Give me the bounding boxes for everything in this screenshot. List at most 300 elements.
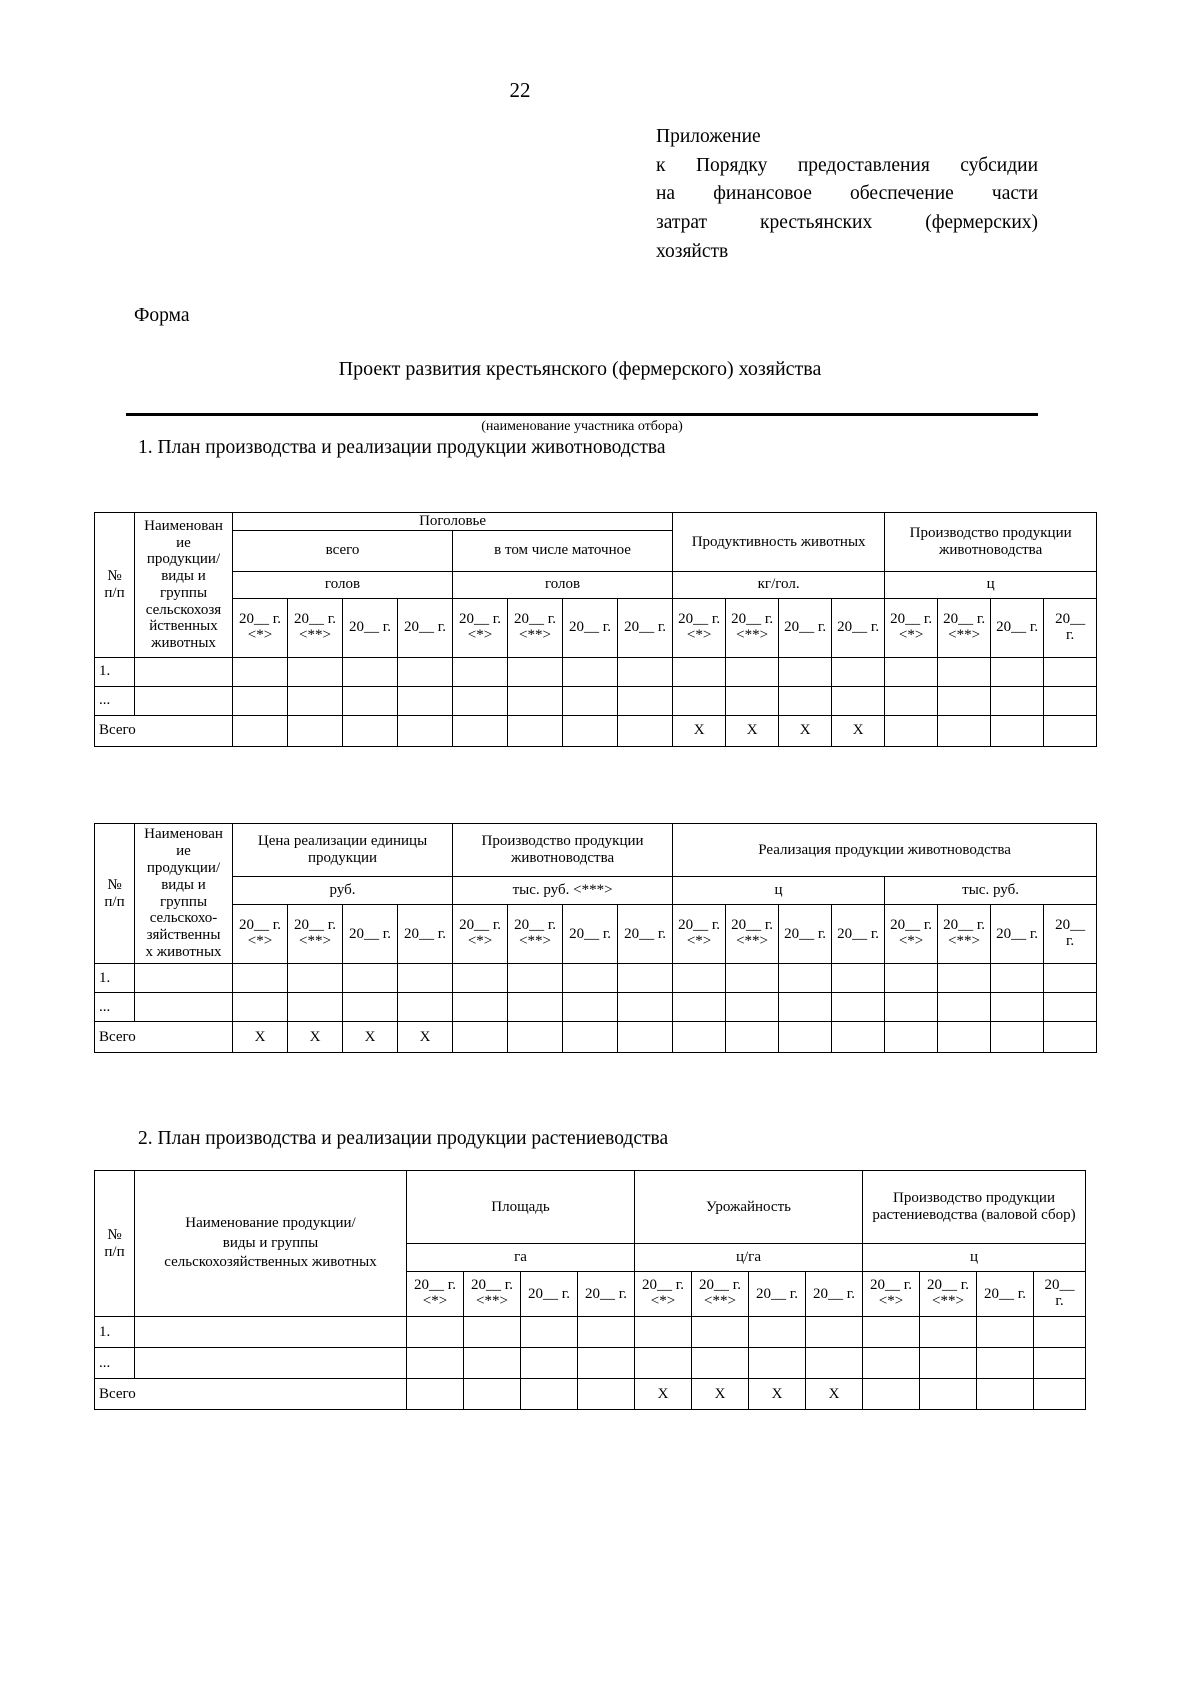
year-label: 20__ г. (996, 925, 1039, 942)
year-label: 20__ г. (756, 1285, 798, 1302)
cell[interactable] (288, 993, 343, 1022)
cell[interactable] (407, 1348, 464, 1379)
year-label: 20__ г. (528, 1285, 570, 1302)
cell[interactable] (885, 964, 938, 993)
year-col-13 (885, 598, 938, 657)
unit-header-kg-per-head: кг/гол. (673, 571, 885, 598)
year-col-15 (991, 905, 1044, 964)
table-header-row (95, 513, 1097, 531)
cell[interactable] (618, 686, 673, 715)
row-no: ... (95, 1348, 135, 1379)
name-line-8: животных (151, 635, 216, 652)
total-label: Всего (95, 1379, 407, 1410)
table-total-row (95, 1022, 1097, 1053)
year-label: 20__ г. (414, 1276, 456, 1293)
cell[interactable] (288, 686, 343, 715)
group-header-production: Производство продукции животноводства (885, 513, 1097, 572)
table-header-row (95, 1171, 1086, 1244)
year-col-15 (991, 598, 1044, 657)
year-label: 20__ г. (678, 610, 721, 627)
x-mark: X (806, 1379, 863, 1410)
col-header-product-name (135, 824, 233, 964)
cell[interactable] (618, 657, 673, 686)
year-label: 20__ г. (349, 619, 391, 636)
total-label: Всего (95, 715, 233, 746)
group-header-livestock: Поголовье (233, 513, 673, 531)
no-line-1: № (107, 1226, 122, 1243)
year-col-11 (779, 905, 832, 964)
x-mark: X (832, 715, 885, 746)
cell[interactable] (991, 657, 1044, 686)
year-col-5 (635, 1272, 692, 1317)
year-label: 20__ г. (837, 619, 880, 636)
cell[interactable] (635, 1348, 692, 1379)
year-label: 20__ г. (943, 610, 986, 627)
x-mark: X (288, 1022, 343, 1053)
cell[interactable] (464, 1317, 521, 1348)
cell[interactable] (673, 993, 726, 1022)
year-col-16 (1044, 905, 1097, 964)
cell[interactable] (832, 686, 885, 715)
col-header-product-name (135, 513, 233, 658)
year-label: 20__ г. (784, 619, 827, 636)
year-note: <**> (704, 1293, 736, 1310)
cell[interactable] (1044, 715, 1097, 746)
year-label: 20__ г. (569, 619, 611, 636)
year-col-7 (749, 1272, 806, 1317)
year-col-11 (779, 598, 832, 657)
cell[interactable] (343, 715, 398, 746)
cell[interactable] (920, 1379, 977, 1410)
cell[interactable] (1044, 657, 1097, 686)
year-label: 20__ г. (585, 1285, 627, 1302)
unit-header-thousand-rub-note: тыс. руб. <***> (453, 877, 673, 905)
year-note: <**> (932, 1293, 964, 1310)
participant-name-rule (126, 413, 1038, 416)
cell[interactable] (453, 964, 508, 993)
cell[interactable] (563, 993, 618, 1022)
year-col-6 (508, 598, 563, 657)
cell[interactable] (991, 1022, 1044, 1053)
cell[interactable] (977, 1379, 1034, 1410)
cell[interactable] (618, 715, 673, 746)
cell[interactable] (288, 657, 343, 686)
cell[interactable] (832, 993, 885, 1022)
year-label: 20__ г. (699, 1276, 741, 1293)
cell[interactable] (726, 993, 779, 1022)
cell[interactable] (407, 1317, 464, 1348)
cell[interactable] (453, 993, 508, 1022)
appendix-line-3: на финансовое обеспечение части (656, 183, 1038, 205)
cell[interactable] (726, 1022, 779, 1053)
year-col-8 (618, 598, 673, 657)
no-line-2: п/п (104, 893, 125, 910)
year-label: 20__ г. (996, 619, 1039, 636)
participant-name-caption: (наименование участника отбора) (481, 419, 683, 434)
row-name[interactable] (135, 1348, 407, 1379)
row-no: 1. (95, 1317, 135, 1348)
subgroup-header-total: всего (233, 530, 453, 571)
year-col-11 (977, 1272, 1034, 1317)
cell[interactable] (885, 657, 938, 686)
year-col-1 (233, 905, 288, 964)
year-label: 20__ г. (813, 1285, 855, 1302)
year-col-1 (233, 598, 288, 657)
year-note: <**> (736, 627, 769, 644)
year-col-6 (508, 905, 563, 964)
cell[interactable] (779, 657, 832, 686)
cell[interactable] (464, 1379, 521, 1410)
cell[interactable] (398, 993, 453, 1022)
cell[interactable] (920, 1317, 977, 1348)
cell[interactable] (578, 1348, 635, 1379)
year-col-7 (563, 905, 618, 964)
year-label: 20__ г. (624, 925, 667, 942)
cell[interactable] (726, 686, 779, 715)
cell[interactable] (991, 964, 1044, 993)
name-line-4: виды и (161, 876, 206, 893)
year-note: <**> (736, 933, 769, 950)
cell[interactable] (288, 964, 343, 993)
crop-production-table (94, 1170, 1086, 1410)
name-line-1: Наименован (144, 826, 223, 843)
year-label: 20__ г. (837, 925, 880, 942)
cell[interactable] (726, 657, 779, 686)
name-line-3: продукции/ (146, 859, 221, 876)
cell[interactable] (233, 715, 288, 746)
cell[interactable] (398, 964, 453, 993)
year-col-5 (453, 598, 508, 657)
unit-header-heads-total: голов (233, 571, 453, 598)
cell[interactable] (806, 1317, 863, 1348)
cell[interactable] (453, 686, 508, 715)
cell[interactable] (618, 1022, 673, 1053)
year-label: 20__ г. (349, 925, 391, 942)
form-label: Форма (134, 305, 190, 326)
cell[interactable] (726, 964, 779, 993)
table-total-row (95, 715, 1097, 746)
x-mark: X (635, 1379, 692, 1410)
appendix-line-5: хозяйств (656, 240, 729, 262)
cell[interactable] (938, 1022, 991, 1053)
year-note: <*> (247, 627, 273, 644)
no-line-1: № (107, 568, 122, 585)
table-row (95, 1348, 1086, 1379)
cell[interactable] (233, 686, 288, 715)
year-label: 20__ г. (514, 916, 557, 933)
year-col-13 (885, 905, 938, 964)
cell[interactable] (343, 686, 398, 715)
cell[interactable] (1044, 686, 1097, 715)
unit-header-rub: руб. (233, 877, 453, 905)
cell[interactable] (673, 1022, 726, 1053)
cell[interactable] (398, 715, 453, 746)
table-header-row (95, 824, 1097, 877)
year-col-16 (1044, 598, 1097, 657)
row-no: ... (95, 686, 135, 715)
cell[interactable] (673, 657, 726, 686)
year-col-4 (398, 905, 453, 964)
year-note: <*> (898, 627, 924, 644)
cell[interactable] (991, 715, 1044, 746)
appendix-line-2: к Порядку предоставления субсидии (656, 154, 1038, 176)
cell[interactable] (832, 1022, 885, 1053)
year-label: 20__ г. (927, 1276, 969, 1293)
name-line-6: сельскохо- (149, 910, 218, 927)
year-label: 20__ г. (678, 916, 721, 933)
unit-header-thousand-rub: тыс. руб. (885, 877, 1097, 905)
cell[interactable] (938, 715, 991, 746)
cell[interactable] (398, 686, 453, 715)
cell[interactable] (1034, 1348, 1086, 1379)
year-label: 20__ г. (890, 916, 933, 933)
unit-header-centner: ц (863, 1244, 1086, 1272)
unit-header-centner: ц (673, 877, 885, 905)
cell[interactable] (343, 964, 398, 993)
cell[interactable] (508, 1022, 563, 1053)
row-name[interactable] (135, 993, 233, 1022)
cell[interactable] (673, 964, 726, 993)
cell[interactable] (863, 1379, 920, 1410)
year-col-6 (692, 1272, 749, 1317)
row-no: ... (95, 993, 135, 1022)
table-row (95, 657, 1097, 686)
cell[interactable] (863, 1317, 920, 1348)
cell[interactable] (938, 686, 991, 715)
cell[interactable] (1044, 964, 1097, 993)
cell[interactable] (508, 657, 563, 686)
year-col-12 (1034, 1272, 1086, 1317)
cell[interactable] (779, 964, 832, 993)
cell[interactable] (233, 964, 288, 993)
year-col-14 (938, 905, 991, 964)
col-header-no (95, 824, 135, 964)
year-label: 20__ г. (1044, 1277, 1075, 1309)
year-col-2 (288, 598, 343, 657)
name-line-4: виды и (161, 568, 206, 585)
cell[interactable] (508, 993, 563, 1022)
cell[interactable] (1044, 993, 1097, 1022)
year-label: 20__ г. (731, 916, 774, 933)
year-note: <*> (898, 933, 924, 950)
year-note: <*> (422, 1293, 448, 1310)
section-heading-2: 2. План производства и реализации продукции растениеводства (138, 1128, 669, 1149)
group-header-area: Площадь (407, 1171, 635, 1244)
cell[interactable] (521, 1348, 578, 1379)
year-label: 20__ г. (294, 610, 336, 627)
cell[interactable] (1044, 1022, 1097, 1053)
cell[interactable] (635, 1317, 692, 1348)
year-note: <*> (686, 933, 712, 950)
x-mark: X (692, 1379, 749, 1410)
group-header-sales: Реализация продукции животноводства (673, 824, 1097, 877)
unit-header-ha: га (407, 1244, 635, 1272)
year-label: 20__ г. (404, 925, 446, 942)
name-line-2: ие (176, 534, 191, 551)
cell[interactable] (508, 715, 563, 746)
total-label: Всего (95, 1022, 233, 1053)
x-mark: X (673, 715, 726, 746)
year-col-12 (832, 905, 885, 964)
cell[interactable] (563, 1022, 618, 1053)
year-label: 20__ г. (890, 610, 933, 627)
cell[interactable] (938, 657, 991, 686)
year-col-3 (343, 598, 398, 657)
name-line-1: Наименован (144, 517, 223, 534)
cell[interactable] (578, 1317, 635, 1348)
row-name[interactable] (135, 686, 233, 715)
cell[interactable] (464, 1348, 521, 1379)
row-name[interactable] (135, 657, 233, 686)
cell[interactable] (779, 993, 832, 1022)
cell[interactable] (991, 993, 1044, 1022)
cell[interactable] (618, 993, 673, 1022)
cell[interactable] (233, 993, 288, 1022)
appendix-line-4: затрат крестьянских (фермерских) (656, 211, 1038, 233)
year-note: <**> (299, 933, 331, 950)
cell[interactable] (343, 993, 398, 1022)
year-col-3 (343, 905, 398, 964)
cell[interactable] (453, 657, 508, 686)
cell[interactable] (288, 715, 343, 746)
cell[interactable] (991, 686, 1044, 715)
cell[interactable] (779, 1022, 832, 1053)
cell[interactable] (453, 715, 508, 746)
cell[interactable] (885, 715, 938, 746)
table-total-row (95, 1379, 1086, 1410)
year-col-5 (453, 905, 508, 964)
cell[interactable] (779, 686, 832, 715)
cell[interactable] (749, 1317, 806, 1348)
year-label: 20__ г. (239, 916, 281, 933)
cell[interactable] (920, 1348, 977, 1379)
row-no: 1. (95, 657, 135, 686)
x-mark: X (233, 1022, 288, 1053)
cell[interactable] (1034, 1379, 1086, 1410)
unit-header-c-per-ha: ц/га (635, 1244, 863, 1272)
cell[interactable] (938, 964, 991, 993)
year-col-1 (407, 1272, 464, 1317)
year-label: 20__ г. (459, 610, 501, 627)
col-header-no (95, 513, 135, 658)
no-line-2: п/п (104, 584, 125, 601)
cell[interactable] (563, 657, 618, 686)
year-col-10 (726, 905, 779, 964)
year-note: <**> (476, 1293, 508, 1310)
group-header-production: Производство продукции растениеводства (валовой сбор) (863, 1171, 1086, 1244)
table-row (95, 993, 1097, 1022)
cell[interactable] (508, 964, 563, 993)
table-row (95, 964, 1097, 993)
cell[interactable] (692, 1348, 749, 1379)
year-col-8 (618, 905, 673, 964)
table-row (95, 1317, 1086, 1348)
unit-header-heads-breeding: голов (453, 571, 673, 598)
cell[interactable] (885, 993, 938, 1022)
year-col-9 (673, 905, 726, 964)
year-col-10 (726, 598, 779, 657)
cell[interactable] (885, 1022, 938, 1053)
name-line-5: группы (159, 893, 208, 910)
cell[interactable] (521, 1379, 578, 1410)
name-line-3: продукции/ (146, 551, 221, 568)
no-line-2: п/п (104, 1243, 125, 1260)
cell[interactable] (938, 993, 991, 1022)
year-note: <*> (686, 627, 712, 644)
cell[interactable] (618, 964, 673, 993)
cell[interactable] (508, 686, 563, 715)
cell[interactable] (673, 686, 726, 715)
year-note: <**> (299, 627, 331, 644)
group-header-price: Цена реализации единицы продукции (233, 824, 453, 877)
year-label: 20__ г. (404, 619, 446, 636)
cell[interactable] (233, 657, 288, 686)
cell[interactable] (398, 657, 453, 686)
cell[interactable] (885, 686, 938, 715)
year-col-2 (464, 1272, 521, 1317)
cell[interactable] (563, 715, 618, 746)
cell[interactable] (692, 1317, 749, 1348)
year-label: 20__ г. (514, 610, 556, 627)
year-label: 20__ г. (239, 610, 281, 627)
cell[interactable] (832, 657, 885, 686)
unit-header-centner: ц (885, 571, 1097, 598)
x-mark: X (343, 1022, 398, 1053)
cell[interactable] (977, 1317, 1034, 1348)
no-line-1: № (107, 876, 122, 893)
name-line-2: ие (176, 843, 191, 860)
cell[interactable] (863, 1348, 920, 1379)
year-label: 20__ г. (569, 925, 612, 942)
livestock-sales-table (94, 823, 1097, 1053)
x-mark: X (749, 1379, 806, 1410)
year-note: <**> (948, 627, 981, 644)
group-header-yield: Урожайность (635, 1171, 863, 1244)
name-line-5: группы (159, 584, 208, 601)
year-note: <**> (519, 627, 551, 644)
year-label: 20__ г. (624, 619, 667, 636)
year-note: <*> (247, 933, 273, 950)
x-mark: X (398, 1022, 453, 1053)
col-header-product-name (135, 1171, 407, 1317)
year-label: 20__ г. (784, 925, 827, 942)
cell[interactable] (749, 1348, 806, 1379)
cell[interactable] (343, 657, 398, 686)
cell[interactable] (453, 1022, 508, 1053)
year-col-7 (563, 598, 618, 657)
cell[interactable] (407, 1379, 464, 1410)
year-col-12 (832, 598, 885, 657)
row-name[interactable] (135, 964, 233, 993)
cell[interactable] (806, 1348, 863, 1379)
cell[interactable] (521, 1317, 578, 1348)
row-name[interactable] (135, 1317, 407, 1348)
year-label: 20__ г. (943, 916, 986, 933)
cell[interactable] (563, 964, 618, 993)
cell[interactable] (563, 686, 618, 715)
year-col-9 (863, 1272, 920, 1317)
cell[interactable] (1034, 1317, 1086, 1348)
cell[interactable] (578, 1379, 635, 1410)
year-col-3 (521, 1272, 578, 1317)
name-line-3: сельскохозяйственных животных (164, 1254, 377, 1271)
cell[interactable] (832, 964, 885, 993)
x-mark: X (779, 715, 832, 746)
year-label: 20__ г. (459, 916, 502, 933)
cell[interactable] (977, 1348, 1034, 1379)
livestock-production-table (94, 512, 1097, 747)
year-col-4 (398, 598, 453, 657)
